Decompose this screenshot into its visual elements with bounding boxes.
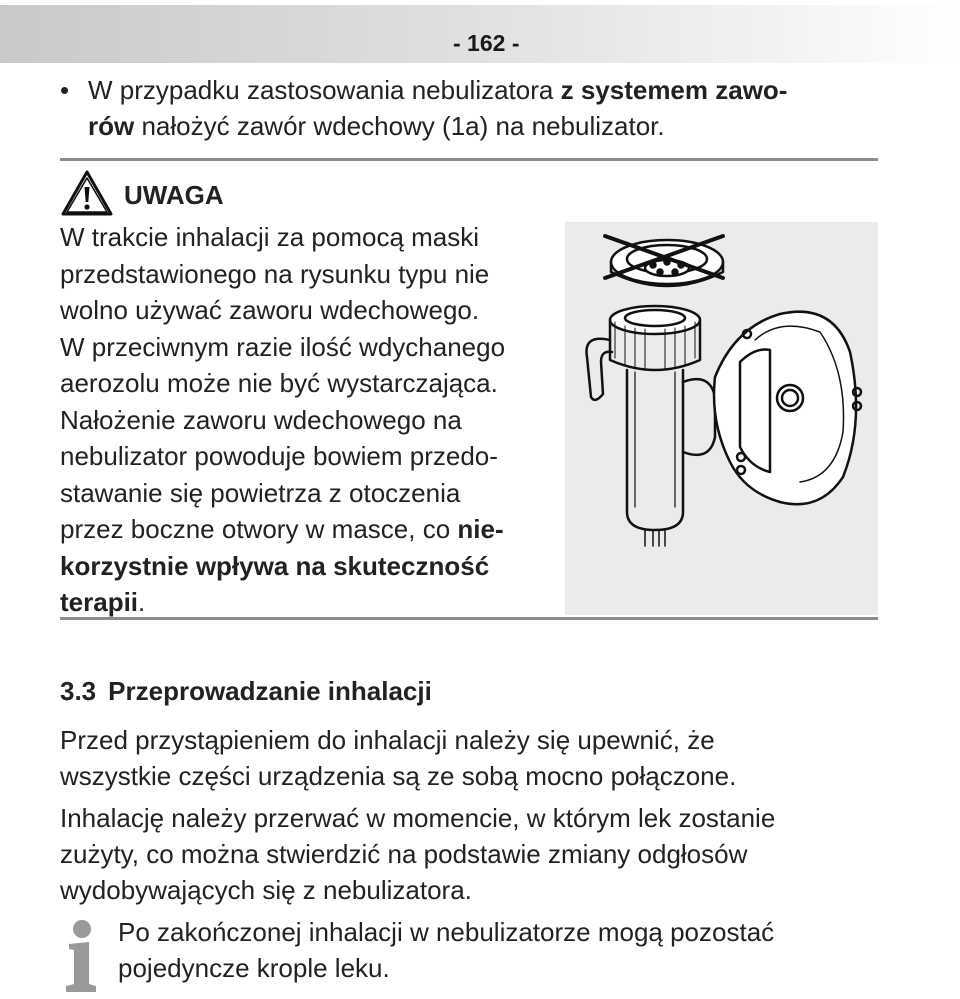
bullet-dot: • xyxy=(60,75,70,105)
paragraph-preparation: Przed przystąpieniem do inhalacji należy się upewnić, że wszystkie części urządzenia są ze sobą mocno połączone. xyxy=(60,725,737,791)
info-icon xyxy=(58,918,108,994)
warning-title: UWAGA xyxy=(124,179,224,210)
nebulizer-mask-illustration xyxy=(565,222,878,615)
section-heading: 3.3 Przeprowadzanie inhalacji xyxy=(60,676,432,706)
page-number: - 162 - xyxy=(453,30,520,56)
bullet-item xyxy=(60,72,880,144)
warning-text: W trakcie inhalacji za pomocą maski przedstawionego na rysunku typu nie wolno używać zaworu wdechowego. W przeciwnym razie ilość wdychanego aerozolu może nie być wystarczająca. Nałożenie zaworu wdechowego na nebulizator powoduje bowiem przedo- stawanie się powietrza z otoczenia przez boczne otwory w masce, co nie- korzystnie wpływa na skuteczność terapii. xyxy=(60,222,506,617)
warning-heading xyxy=(60,170,224,220)
info-note: Po zakończonej inhalacji w nebulizatorze mogą pozostać pojedyncze krople leku. xyxy=(118,917,775,983)
warning-bottom-rule xyxy=(60,617,878,620)
paragraph-stop-inhalation: Inhalację należy przerwać w momencie, w którym lek zostanie zużyty, co można stwierdzić na podstawie zmiany odgłosów wydobywających się z nebulizatora. xyxy=(60,803,776,905)
warning-top-rule xyxy=(60,158,878,161)
bullet-text: W przypadku zastosowania nebulizatora z systemem zawo- rów nałożyć zawór wdechowy (1a) na nebulizator. xyxy=(88,75,788,141)
warning-triangle-icon xyxy=(60,169,114,222)
